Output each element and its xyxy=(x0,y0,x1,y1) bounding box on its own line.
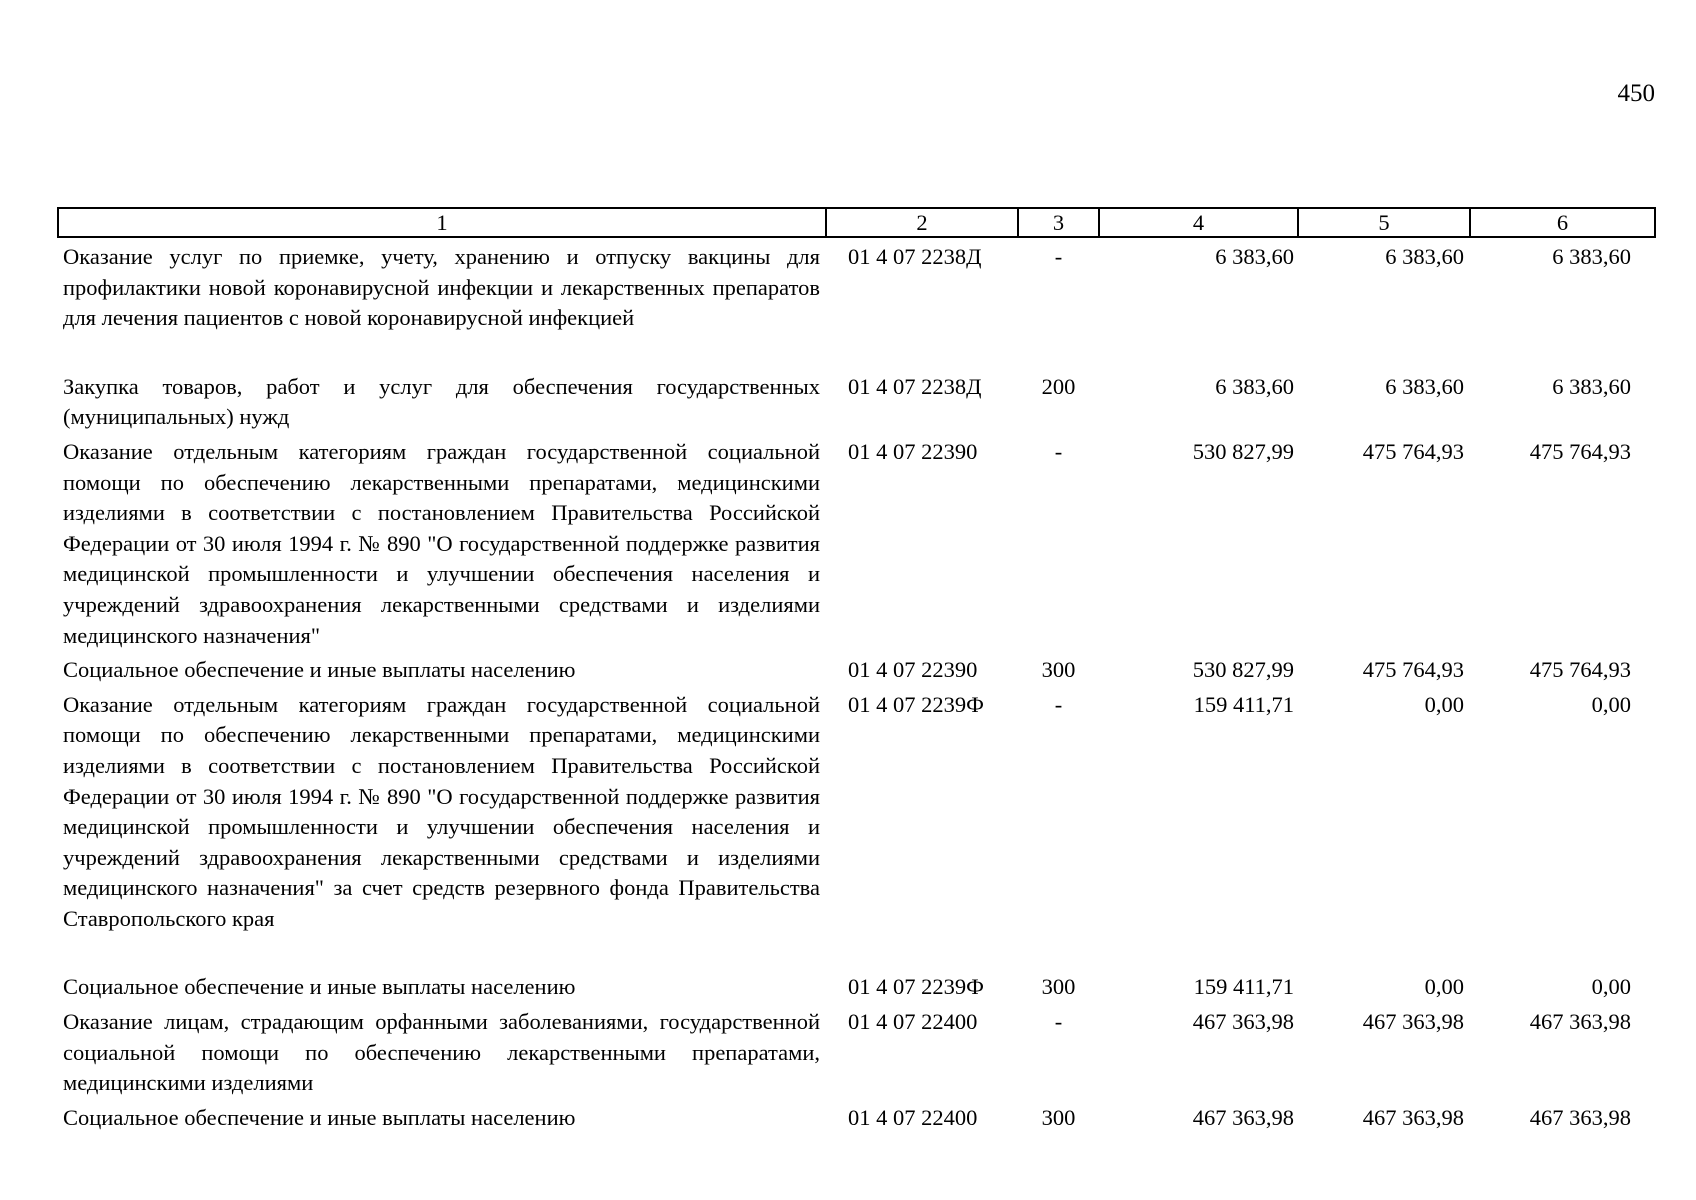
row-code: 01 4 07 22400 xyxy=(848,1104,978,1130)
row-name: Оказание отдельным категориям граждан государственной социальной помощи по обеспечению лекарственными препаратами, медицинскими изделиями в соответствии с постановлением Правительства Российской Федерации от 30 июля 1994 г. № 890 "О государственной поддержке развития медицинской промышленности и улучшении обеспечения населения и учреждений здравоохранения лекарственными средствами и изделиями медицинского назначения" xyxy=(63,438,820,648)
row-value-5: 467 363,98 xyxy=(1362,1009,1464,1035)
row-code: 01 4 07 2238Д xyxy=(848,244,982,269)
row-expense-type: - xyxy=(1054,244,1063,269)
row-name: Социальное обеспечение и иные выплаты населению xyxy=(63,1104,576,1130)
row-code: 01 4 07 22390 xyxy=(848,657,978,683)
row-expense-type: 300 xyxy=(1041,1104,1076,1130)
table-row xyxy=(58,1099,1655,1134)
budget-table xyxy=(57,207,1656,1133)
row-value-5: 6 383,60 xyxy=(1385,244,1464,269)
row-value-4: 6 383,60 xyxy=(1215,244,1294,269)
row-expense-type: 300 xyxy=(1041,657,1076,683)
row-value-4: 6 383,60 xyxy=(1215,373,1294,399)
row-value-5: 0,00 xyxy=(1424,691,1464,717)
table-row xyxy=(58,237,1655,368)
row-expense-type: 200 xyxy=(1041,373,1076,399)
row-name: Оказание лицам, страдающим орфанными заболеваниями, государственной социальной помощи по обеспечению лекарственными препаратами, медицинскими изделиями xyxy=(63,1009,820,1096)
page-number: 450 xyxy=(1617,80,1655,107)
row-value-6: 467 363,98 xyxy=(1529,1009,1631,1035)
row-value-6: 475 764,93 xyxy=(1529,438,1631,464)
row-code: 01 4 07 22400 xyxy=(848,1009,978,1035)
row-value-6: 0,00 xyxy=(1591,691,1631,717)
row-code: 01 4 07 2239Ф xyxy=(848,974,984,1000)
row-name: Закупка товаров, работ и услуг для обеспечения государственных (муниципальных) нужд xyxy=(63,373,820,430)
row-code: 01 4 07 2239Ф xyxy=(848,691,984,717)
row-value-5: 0,00 xyxy=(1424,974,1464,1000)
column-header-5: 5 xyxy=(1298,208,1470,237)
row-value-6: 467 363,98 xyxy=(1529,1104,1631,1130)
table-row xyxy=(58,651,1655,686)
column-header-6: 6 xyxy=(1470,208,1655,237)
table-row xyxy=(58,433,1655,651)
column-header-3: 3 xyxy=(1018,208,1099,237)
row-value-5: 475 764,93 xyxy=(1362,657,1464,683)
row-value-6: 6 383,60 xyxy=(1552,244,1631,269)
row-value-4: 159 411,71 xyxy=(1193,974,1294,1000)
row-value-6: 6 383,60 xyxy=(1552,373,1631,399)
table-row xyxy=(58,686,1655,969)
row-value-4: 530 827,99 xyxy=(1192,438,1294,464)
row-value-6: 475 764,93 xyxy=(1529,657,1631,683)
row-expense-type: - xyxy=(1054,691,1063,717)
row-name: Оказание услуг по приемке, учету, хранению и отпуску вакцины для профилактики новой коронавирусной инфекции и лекарственных препаратов для лечения пациентов с новой коронавирусной инфекцией xyxy=(63,244,820,331)
row-value-4: 467 363,98 xyxy=(1192,1104,1294,1130)
row-name: Социальное обеспечение и иные выплаты населению xyxy=(63,657,576,683)
row-value-4: 159 411,71 xyxy=(1193,691,1294,717)
row-code: 01 4 07 2238Д xyxy=(848,373,982,399)
column-header-4: 4 xyxy=(1099,208,1298,237)
row-value-4: 467 363,98 xyxy=(1192,1009,1294,1035)
header-row xyxy=(58,208,1655,237)
table-row xyxy=(58,1003,1655,1099)
row-value-5: 475 764,93 xyxy=(1362,438,1464,464)
table-row xyxy=(58,968,1655,1003)
row-expense-type: 300 xyxy=(1041,974,1076,1000)
row-code: 01 4 07 22390 xyxy=(848,438,978,464)
row-expense-type: - xyxy=(1054,438,1063,464)
row-name: Социальное обеспечение и иные выплаты населению xyxy=(63,974,576,1000)
table-row xyxy=(58,368,1655,433)
column-header-2: 2 xyxy=(826,208,1018,237)
row-expense-type: - xyxy=(1054,1009,1063,1035)
row-name: Оказание отдельным категориям граждан государственной социальной помощи по обеспечению лекарственными препаратами, медицинскими изделиями в соответствии с постановлением Правительства Российской Федерации от 30 июля 1994 г. № 890 "О государственной поддержке развития медицинской промышленности и улучшении обеспечения населения и учреждений здравоохранения лекарственными средствами и изделиями медицинского назначения" за счет средств резервного фонда Правительства Ставропольского края xyxy=(63,691,820,931)
row-value-4: 530 827,99 xyxy=(1192,657,1294,683)
column-header-1: 1 xyxy=(58,208,826,237)
row-value-6: 0,00 xyxy=(1591,974,1631,1000)
row-value-5: 467 363,98 xyxy=(1362,1104,1464,1130)
row-value-5: 6 383,60 xyxy=(1385,373,1464,399)
